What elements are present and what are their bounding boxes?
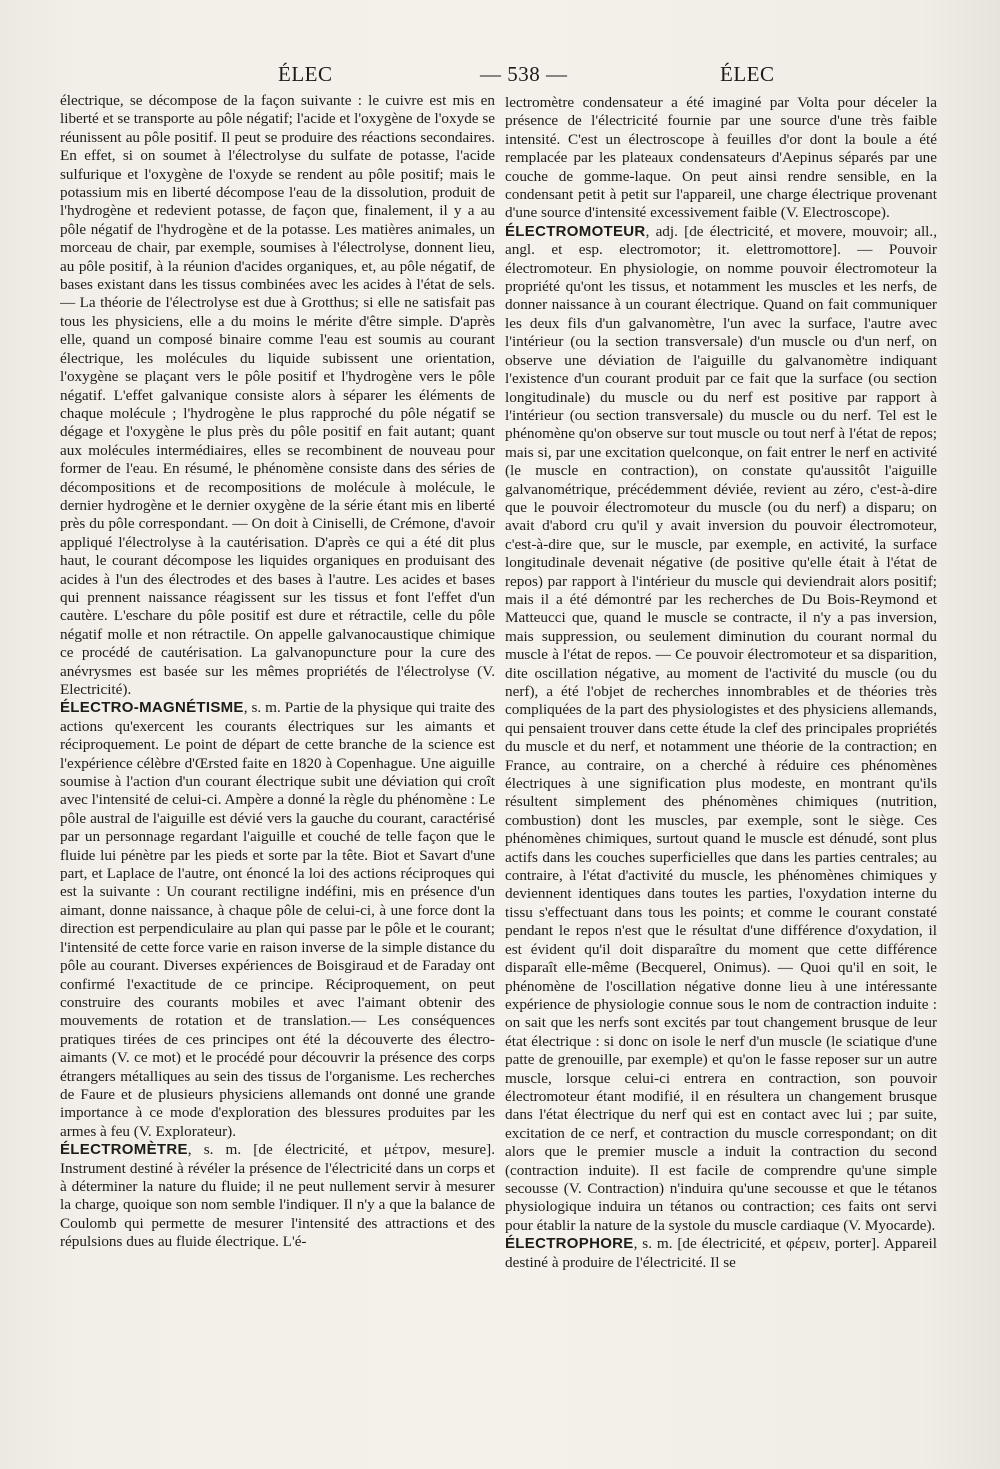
entry-electromoteur <box>505 223 937 1235</box>
headword: ÉLECTRO-MAGNÉTISME <box>60 699 244 717</box>
entry-body: , s. m. Partie de la physique qui traite des actions qu'exercent les courants électriques sur les aimants et réciproquement. Le point de départ de cette branche de la science est l'expérience célèbre d'Œrsted faite en 1820 à Copenhague. Une aiguille soumise à l'action d'un courant électrique subit une déviation qui croît avec l'intensité de celui-ci. Ampère a donné la règle du phénomène : Le pôle austral de l'aiguille est dévié vers la gauche du courant, caractérisé par un personnage regardant l'aiguille et couché de telle façon que le fluide lui pénètre par les pieds et sorte par la tête. Biot et Savart d'une part, et Laplace de l'autre, ont énoncé la loi des actions réciproques qui est la suivante : Un courant rectiligne indéfini, mis en présence d'un aimant, donne naissance, à chaque pôle de celui-ci, à une force dont la direction est perpendiculaire au plan qui passe par le pôle et le courant; l'intensité de cette force varie en raison inverse de la simple distance du pôle au courant. Diverses expériences de Boisgiraud et de Faraday ont confirmé l'exactitude de ce principe. Réciproquement, on peut construire des courants mobiles et avec l'aimant obtenir des mouvements de rotation et de translation.— Les conséquences pratiques tirées de ces principes ont été la découverte des électro-aimants (V. ce mot) et le procédé pour découvrir la présence des corps étrangers métalliques au sein des tissus de l'organisme. Les recherches de Faure et de plusieurs physiciens allemands ont donné une grande importance à ce mode d'exploration des blessures produites par les armes à feu (V. Explorateur). <box>60 699 495 1140</box>
entry-body: , s. m. [de électricité, et φέρειν, porter]. Appareil destiné à produire de l'électricité. Il se <box>505 1235 937 1271</box>
left-intro-paragraph: électrique, se décompose de la façon suivante : le cuivre est mis en liberté et se transporte au pôle négatif; l'acide et l'oxygène de l'oxyde se réunissent au pôle positif. Il peut se produire des réactions secondaires. En effet, si on soumet à l'électrolyse du sulfate de potasse, l'acide sulfurique et l'oxygène de l'oxyde se rendent au pôle positif; mais le potassium mis en liberté décompose l'eau de la dissolution, produit de l'hydrogène et redevient potasse, de façon que, finalement, il y a au pôle négatif de l'hydrogène et de la potasse. Les matières animales, un morceau de chair, par exemple, soumises à l'électrolyse, donnent lieu, au pôle positif, à la réunion d'acides organiques, et, au pôle négatif, de bases existant dans les tissus combinées avec les acides à l'état de sels. — La théorie de l'électrolyse est due à Grotthus; si elle ne satisfait pas tous les physiciens, elle a du moins le mérite d'être simple. D'après elle, quand un composé binaire comme l'eau est soumis au courant électrique, les molécules du liquide subissent une orientation, l'oxygène se plaçant vers le pôle positif et l'hydrogène vers le pôle négatif. L'effet galvanique consiste alors à séparer les éléments de chaque molécule ; l'hydrogène le plus rapproché du pôle négatif se dégage et l'oxygène le plus près du pôle positif en fait autant; quant aux molécules intermédiaires, elles se recombinent de nouveau pour former de l'eau. En résumé, le phénomène consiste dans des séries de décompositions et de recompositions de molécule à molécule, le dernier hydrogène et le dernier oxygène de la série étant mis en liberté près du pôle correspondant. — On doit à Ciniselli, de Crémone, d'avoir appliqué l'électrolyse à la cautérisation. D'après ce qui a été dit plus haut, le courant décompose les liquides organiques en produisant des acides à l'un des électrodes et des bases à l'autre. Les acides et bases qui prennent naissance réagissent sur les tissus et font l'effet d'un cautère. L'eschare du pôle positif est dure et rétractile, celle du pôle négatif molle et non rétractile. On appelle galvanocaustique chimique ce procédé de cautérisation. La galvanopuncture pour la cure des anévrysmes est basée sur les mêmes propriétés de l'électrolyse (V. Electricité). <box>60 92 495 698</box>
entry-electro-magnetisme <box>60 699 495 1141</box>
page-number: — 538 — <box>480 62 568 86</box>
right-column <box>505 94 937 1429</box>
running-head-left: ÉLEC <box>278 62 333 86</box>
running-head-right: ÉLEC <box>720 62 775 86</box>
entry-electrophore <box>505 1235 937 1272</box>
headword: ÉLECTROPHORE <box>505 1235 634 1253</box>
entry-body: , s. m. [de électricité, et μέτρον, mesure]. Instrument destiné à révéler la présence de l'électricité dans un corps et à déterminer la nature du fluide; il ne peut nullement servir à mesurer la charge, quoique son nom semble l'indiquer. Il n'y a que la balance de Coulomb qui permette de mesurer l'intensité des attractions et des répulsions dues au fluide électrique. L'é- <box>60 1141 495 1251</box>
left-column <box>60 92 495 1427</box>
right-intro-paragraph: lectromètre condensateur a été imaginé par Volta pour déceler la présence de l'électricité fournie par une source d'une très faible intensité. C'est un électroscope à feuilles d'or dont la boule a été remplacée par les plateaux condensateurs d'Aepinus séparés par une couche de gomme-laque. On peut ainsi rendre sensible, en la condensant petit à petit sur l'appareil, une charge électrique provenant d'une source d'intensité excessivement faible (V. Electroscope). <box>505 94 937 222</box>
entry-body: , adj. [de électricité, et movere, mouvoir; all., angl. et esp. electromotor; it. elettromottore]. — Pouvoir électromoteur. En physiologie, on nomme pouvoir électromoteur la propriété qu'ont les tissus, et notamment les muscles et les nerfs, de donner naissance à un courant électrique. Quand on fait communiquer les deux fils d'un galvanomètre, l'un avec la surface, l'autre avec l'intérieur (ou la section transversale) d'un muscle ou d'un nerf, on observe une déviation de l'aiguille du galvanomètre indiquant l'existence d'un courant produit par ce fait que la surface (ou section longitudinale) du muscle ou du nerf est positive par rapport à l'intérieur (ou section transversale) du muscle ou du nerf. Tel est le phénomène qu'on observe sur tout muscle ou tout nerf à l'état de repos; mais si, par une excitation quelconque, on fait entrer le nerf en activité (le muscle en contraction), on constate qu'aussitôt l'aiguille galvanométrique, précédemment déviée, revient au zéro, c'est-à-dire que le pouvoir électromoteur du muscle (ou du nerf) a disparu; on avait d'abord cru qu'il y avait inversion du pouvoir électromoteur, c'est-à-dire que, sur le muscle, par exemple, en activité, la surface longitudinale devenait négative (de positive qu'elle était à l'état de repos) par rapport à l'intérieur du muscle qui deviendrait alors positif; mais il a été démontré par les recherches de Du Bois-Reymond et Matteucci que, quand le muscle se contracte, il n'y a pas inversion, mais suppression, ou seulement diminution du courant normal du muscle à l'état de repos. — Ce pouvoir électromoteur et sa disparition, dite oscillation négative, au moment de l'activité du muscle (ou du nerf), a été l'objet de recherches innombrables et de théories très compliquées de la part des physiologistes et des physiciens allemands, qui pensaient trouver dans cette étude la clef des principales propriétés du muscle et du nerf, et notamment une théorie de la contraction; en France, au contraire, on a cherché à réduire ces phénomènes électriques à une signification plus modeste, en montrant qu'ils résultent simplement des phénomènes chimiques (nutrition, combustion) dont les muscles, par exemple, sont le siège. Ces phénomènes chimiques, surtout quand le muscle est dénudé, sont plus actifs dans les couches superficielles que dans les parties centrales; au contraire, à l'état d'activité du muscle, les phénomènes chimiques y deviennent identiques dans toutes les parties, l'oxydation interne du tissu s'effectuant dans tous les points; et comme le courant constaté pendant le repos n'est que le résultat d'une différence d'oxydation, il est évident qu'il doit disparaître du moment que cette différence disparaît elle-même (Becquerel, Onimus). — Quoi qu'il en soit, le phénomène de l'oscillation négative donne lieu à une intéressante expérience de physiologie connue sous le nom de contraction induite : on sait que les nerfs sont excités par tout changement brusque de leur état électrique : si donc on isole le nerf d'un muscle (le sciatique d'une patte de grenouille, par exemple) et qu'on le fasse reposer sur un autre muscle, lorsque celui-ci entrera en contraction, son pouvoir électromoteur étant modifié, il en résultera un changement brusque dans l'état électrique du nerf qui est en contact avec lui ; par suite, excitation de ce nerf, et contraction du muscle correspondant; on dit alors que le premier muscle a induit la contraction du second (contraction induite). Il est facile de comprendre qu'une simple secousse (V. Contraction) n'induira qu'une secousse et que le tétanos physiologique induira un tétanos ou contraction; ces faits ont servi pour établir la nature de la systole du muscle cardiaque (V. Myocarde). <box>505 222 937 1234</box>
headword: ÉLECTROMOTEUR <box>505 222 646 240</box>
headword: ÉLECTROMÈTRE <box>60 1141 188 1159</box>
entry-electrometre <box>60 1141 495 1251</box>
